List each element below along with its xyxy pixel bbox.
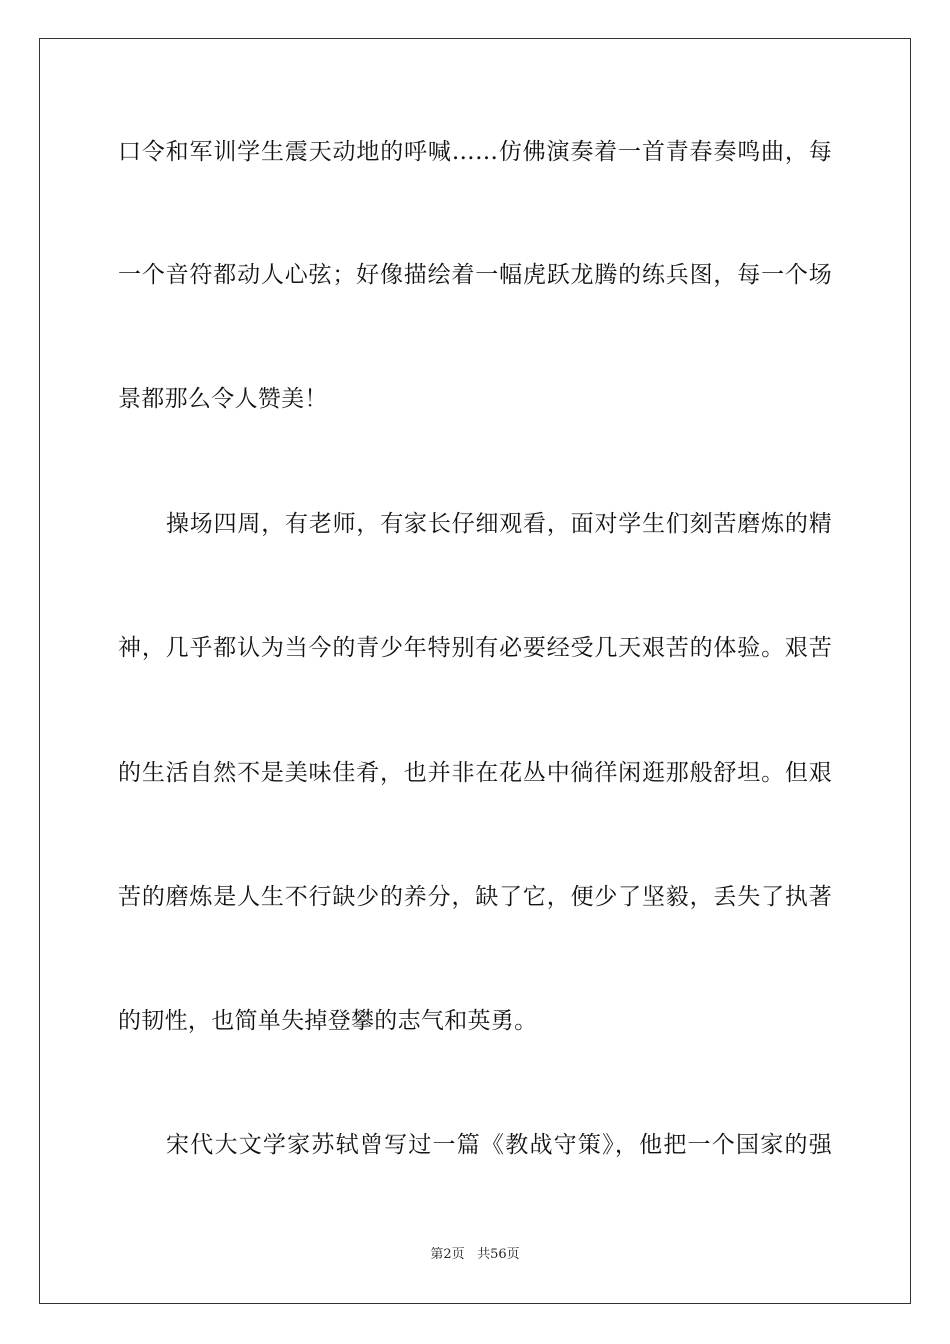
paragraph-start-line: 宋代大文学家苏轼曾写过一篇《教战守策》，他把一个国家的强 <box>166 1132 832 1158</box>
page-border <box>39 38 911 1304</box>
body-text-line: 口令和军训学生震天动地的呼喊……仿佛演奏着一首青春奏鸣曲，每 <box>118 139 832 165</box>
page-footer <box>0 1246 950 1264</box>
body-text-line: 苦的磨炼是人生不行缺少的养分，缺了它，便少了坚毅，丢失了执著 <box>118 884 832 910</box>
body-text-line: 一个音符都动人心弦；好像描绘着一幅虎跃龙腾的练兵图，每一个场 <box>118 262 832 288</box>
body-text-line: 神，几乎都认为当今的青少年特别有必要经受几天艰苦的体验。艰苦 <box>118 635 832 661</box>
body-text-line: 的生活自然不是美味佳肴，也并非在花丛中徜徉闲逛那般舒坦。但艰 <box>118 760 832 786</box>
page-total: 共56页 <box>477 1247 520 1262</box>
body-text-line: 景都那么令人赞美！ <box>118 386 328 412</box>
body-text-line: 的韧性，也简单失掉登攀的志气和英勇。 <box>118 1008 538 1034</box>
page-number: 第2页 <box>430 1247 465 1262</box>
paragraph-start-line: 操场四周，有老师，有家长仔细观看，面对学生们刻苦磨炼的精 <box>166 511 832 537</box>
